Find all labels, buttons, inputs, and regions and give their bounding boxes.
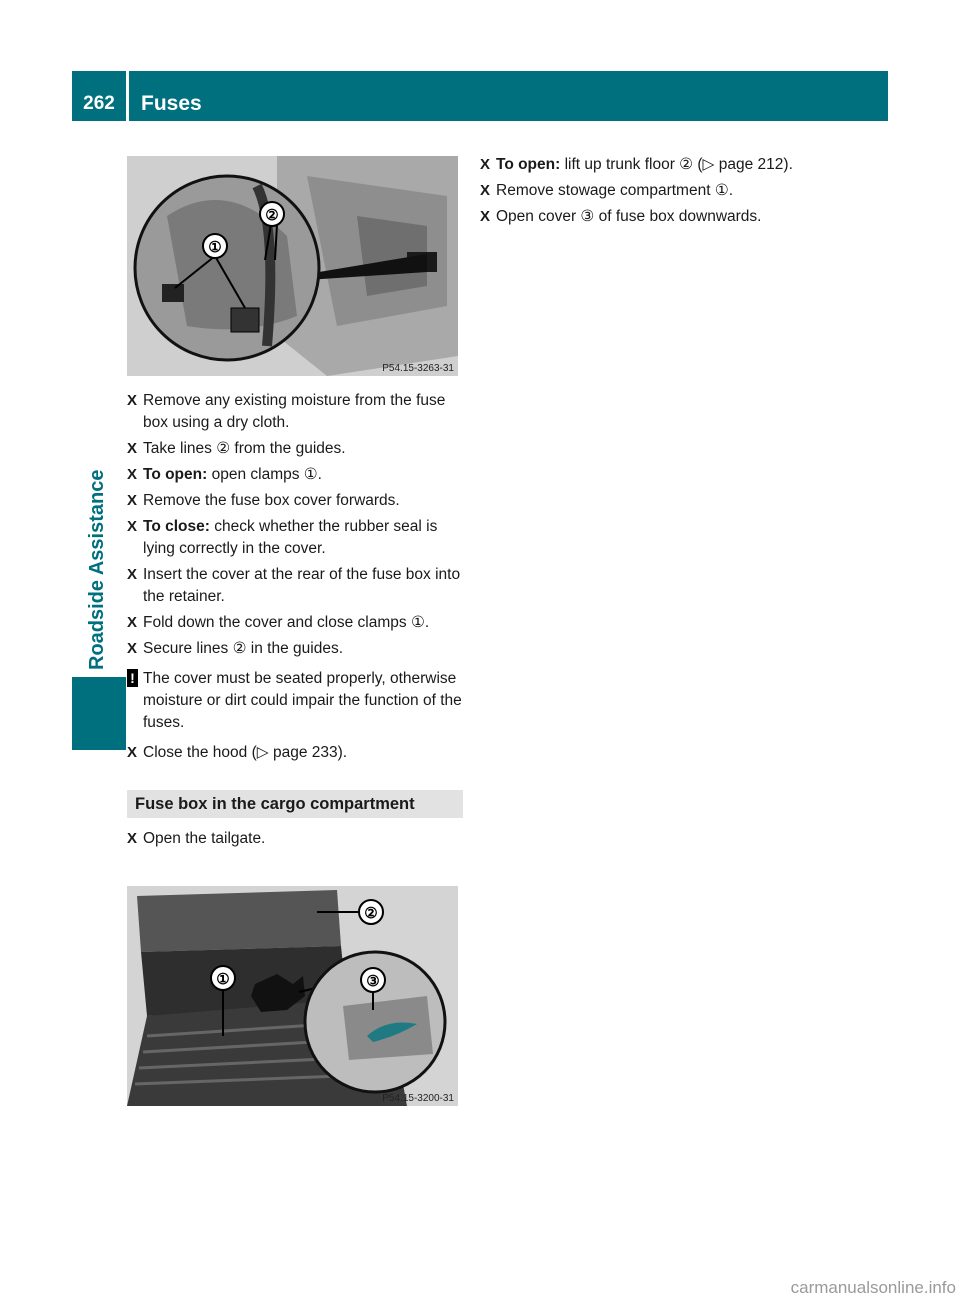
step-item — [127, 564, 463, 608]
side-tab-label: Roadside Assistance — [86, 469, 108, 670]
step-item — [127, 464, 463, 486]
step-marker-icon: X — [127, 640, 138, 657]
step-marker-icon: X — [127, 392, 138, 409]
step-label: To close: — [143, 518, 210, 535]
header-divider — [126, 71, 129, 121]
callout-1-bottom: ① — [216, 971, 230, 988]
callout-2-top: ② — [265, 207, 279, 224]
note-text: The cover must be seated properly, otherwise moisture or dirt could impair the function of the fuses. — [143, 670, 462, 731]
step-text: check whether the rubber seal is lying correctly in the cover. — [143, 518, 438, 557]
step-marker-icon: X — [480, 208, 491, 225]
step-marker-icon: X — [127, 492, 138, 509]
step-item — [480, 206, 860, 228]
step-marker-icon: X — [127, 566, 138, 583]
step-text: Fold down the cover and close clamps ①. — [143, 614, 430, 631]
callout-3-bottom: ③ — [366, 973, 380, 990]
left-step-list — [127, 390, 463, 660]
cargo-fuse-box-figure — [127, 886, 458, 1106]
figure-code: P54.15-3200-31 — [382, 1093, 454, 1104]
step-item — [127, 516, 463, 560]
callout-1-top: ① — [208, 239, 222, 256]
step-label: To open: — [143, 466, 208, 483]
page-title: Fuses — [141, 92, 202, 115]
warning-icon: ! — [127, 669, 138, 687]
step-text: Remove stowage compartment ①. — [496, 182, 734, 199]
step-item — [127, 612, 463, 634]
step-text: Take lines ② from the guides. — [143, 440, 346, 457]
note-paragraph — [127, 668, 463, 734]
section-heading: Fuse box in the cargo compartment — [127, 790, 463, 818]
step-item — [127, 390, 463, 434]
cargo-illustration — [127, 886, 458, 1106]
side-tab-block — [72, 677, 126, 750]
engine-fuse-box-figure — [127, 156, 458, 376]
step-item — [480, 180, 860, 202]
step-marker-icon: X — [480, 156, 491, 173]
step-text: Remove any existing moisture from the fuse box using a dry cloth. — [143, 392, 446, 431]
step-marker-icon: X — [127, 518, 138, 535]
step-text: Close the hood (▷ page 233). — [143, 744, 348, 761]
right-column — [480, 154, 860, 232]
engine-illustration — [127, 156, 458, 376]
step-marker-icon: X — [480, 182, 491, 199]
left-column — [127, 390, 463, 854]
step-text: Insert the cover at the rear of the fuse box into the retainer. — [143, 566, 461, 605]
page-number: 262 — [83, 93, 115, 114]
callout-2-bottom: ② — [364, 905, 378, 922]
figure-code: P54.15-3263-31 — [382, 363, 454, 374]
tailgate-step — [127, 828, 463, 850]
step-item — [480, 154, 860, 176]
step-marker-icon: X — [127, 830, 138, 847]
step-text: Secure lines ② in the guides. — [143, 640, 344, 657]
watermark: carmanualsonline.info — [790, 1278, 956, 1297]
step-text: Open cover ③ of fuse box downwards. — [496, 208, 762, 225]
step-marker-icon: X — [127, 614, 138, 631]
step-label: To open: — [496, 156, 561, 173]
step-text: Open the tailgate. — [143, 830, 266, 847]
step-item — [127, 490, 463, 512]
step-marker-icon: X — [127, 744, 138, 761]
step-marker-icon: X — [127, 440, 138, 457]
step-text: lift up trunk floor ② (▷ page 212). — [560, 156, 793, 173]
right-step-list — [480, 154, 860, 228]
close-hood-step — [127, 742, 463, 764]
step-item — [127, 438, 463, 460]
step-marker-icon: X — [127, 466, 138, 483]
step-text: Remove the fuse box cover forwards. — [143, 492, 400, 509]
step-text: open clamps ①. — [207, 466, 322, 483]
step-item — [127, 638, 463, 660]
